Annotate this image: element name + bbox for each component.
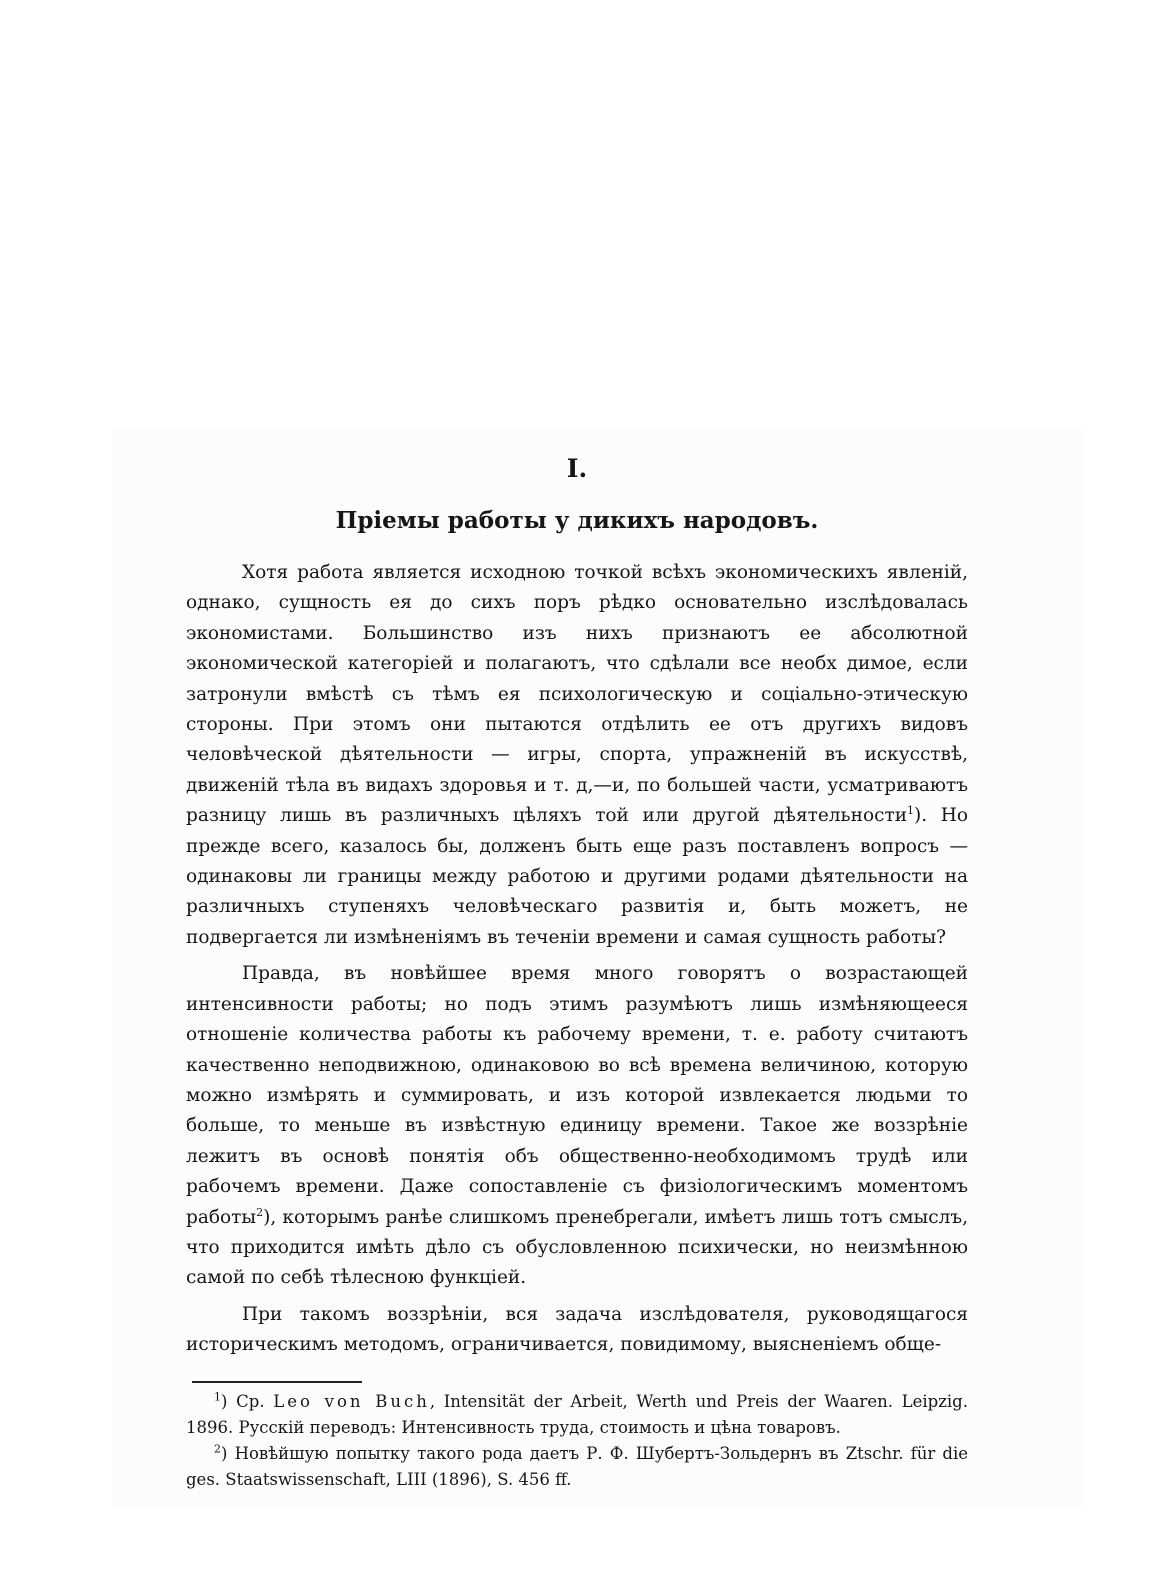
footnote-1-author: Leo von Buch — [273, 1391, 430, 1411]
footnote-1-marker: 1 — [214, 1390, 221, 1404]
footnote-ref-2: 2 — [256, 1205, 264, 1219]
footnotes — [186, 1389, 968, 1493]
footnote-2-marker: 2 — [214, 1442, 221, 1456]
footnote-2 — [186, 1441, 968, 1493]
footnote-divider — [192, 1381, 362, 1383]
paragraph-1 — [186, 558, 968, 953]
footnote-1-prefix: ) Ср. — [221, 1391, 265, 1411]
paragraph-2-text-b: ), которымъ ранѣе слишкомъ пренебрегали, имѣетъ лишь тотъ смыслъ, что приходится имѣть дѣло съ обусловленною психически, но неизмѣнною самой по себѣ тѣлесною функціей. — [186, 1206, 968, 1289]
document-page — [186, 452, 968, 1493]
paragraph-2 — [186, 959, 968, 1293]
chapter-title: Пріемы работы у дикихъ народовъ. — [335, 507, 819, 534]
paragraph-1-text-b: ). Но прежде всего, казалось бы, долженъ быть еще разъ поставленъ вопросъ — одинаковы ли границы между работою и другими родами дѣятельности на различныхъ ступеняхъ человѣческаго развитія и, быть можетъ, не подвергается ли измѣненіямъ въ теченіи времени и самая сущность работы? — [186, 805, 969, 948]
footnote-ref-1: 1 — [907, 804, 915, 818]
footnote-1-rest: , Intensität der Arbeit, Werth und Preis der Waaren. Leipzig. 1896. Русскій переводъ: Интенсивность труда, стоимость и цѣна товаровъ. — [186, 1391, 968, 1437]
paragraph-2-text-a: Правда, въ новѣйшее время много говорятъ о возрастающей интенсивности работы; но подъ этимъ разумѣютъ лишь измѣняющееся отношеніе количества работы къ рабочему времени, т. е. работу считаютъ качественно неподвижною, одинаковою во всѣ времена величиною, которую можно измѣрять и суммировать, и изъ которой извлекается людьми то больше, то меньше въ извѣстную единицу времени. Такое же воззрѣніе лежитъ въ основѣ понятія объ общественно-необходимомъ трудѣ или рабочемъ времени. Даже сопоставленіе съ физіологическимъ моментомъ работы — [186, 963, 968, 1228]
body-text — [186, 558, 968, 1361]
footnote-1 — [186, 1389, 968, 1441]
chapter-number: I. — [566, 454, 588, 483]
paragraph-1-text-a: Хотя работа является исходною точкой всѣхъ экономическихъ явленій, однако, сущность ея до сихъ поръ рѣдко основательно изслѣдовалась экономистами. Большинство изъ нихъ признаютъ ее абсолютной экономической категоріей и полагаютъ, что сдѣлали все необх димое, если затронули вмѣстѣ съ тѣмъ ея психологическую и соціально-этическую стороны. При этомъ они пытаются отдѣлить ее отъ другихъ видовъ человѣческой дѣятельности — игры, спорта, упражненій въ искусствѣ, движеній тѣла въ видахъ здоровья и т. д,—и, по большей части, усматриваютъ разницу лишь въ различныхъ цѣляхъ той или другой дѣятельности — [186, 562, 968, 827]
paragraph-3: При такомъ воззрѣніи, вся задача изслѣдователя, руководящагося историческимъ методомъ, ограничивается, повидимому, выясненіемъ обще- — [186, 1303, 968, 1356]
footnote-2-text: ) Новѣйшую попытку такого рода даетъ Р. Ф. Шубертъ-Зольдернъ въ Ztschr. für die ges. Staatswissenschaft, LIII (1896), S. 456 ff. — [186, 1443, 968, 1489]
